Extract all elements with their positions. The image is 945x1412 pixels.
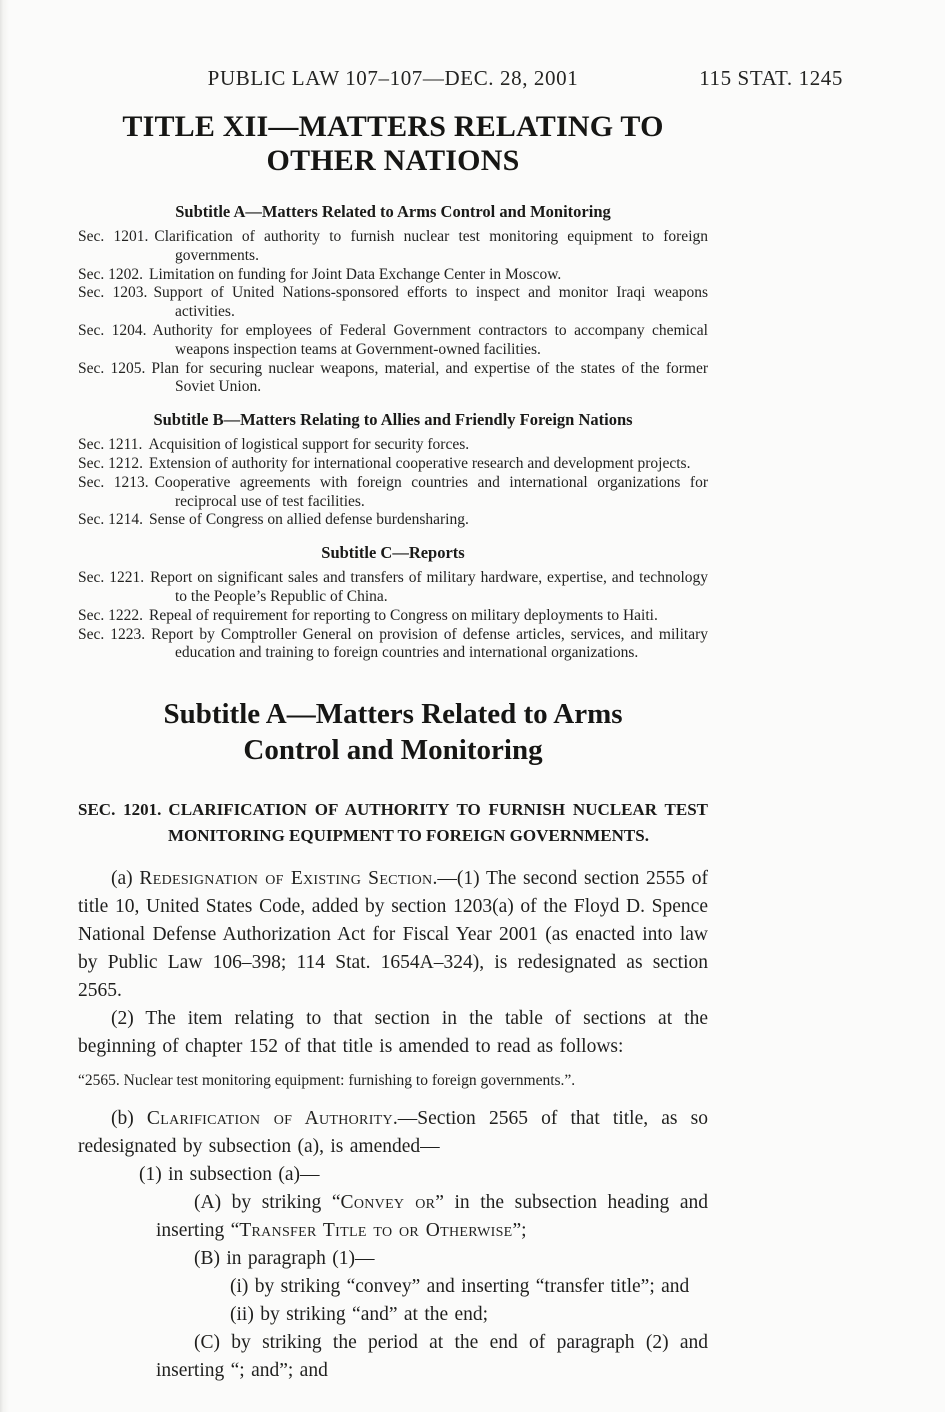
toc-subtitle-a-heading: Subtitle A—Matters Related to Arms Control and Monitoring [175, 202, 611, 221]
table-of-contents [78, 202, 708, 663]
toc-entry-1222 [78, 607, 708, 626]
toc-entry-label: Sec. 1204. [78, 321, 147, 339]
toc-entry-label: Sec. 1212. [78, 454, 144, 472]
toc-entry-label: Sec. 1221. [78, 569, 145, 587]
toc-entry-1201 [78, 228, 708, 266]
toc-entry-label: Sec. 1203. [78, 284, 148, 302]
toc-entry-1204 [78, 322, 708, 360]
subtitle-a-heading [78, 696, 708, 768]
toc-entry-text: Acquisition of logistical support for security forces. [148, 436, 470, 454]
toc-entry-text: Authority for employees of Federal Government contractors to accompany chemical weapons inspection teams at Government-owned facilities. [152, 321, 708, 358]
toc-entry-text: Limitation on funding for Joint Data Exchange Center in Moscow. [149, 265, 562, 283]
text-column [78, 110, 708, 1385]
toc-subtitle-b-heading: Subtitle B—Matters Relating to Allies and Friendly Foreign Nations [153, 410, 633, 430]
toc-entry-text: Cooperative agreements with foreign countries and international organizations for reciprocal use of test facilities. [154, 473, 708, 510]
toc-entry-text: Report by Comptroller General on provision of defense articles, services, and military education and training to foreign countries and international organizations. [151, 625, 708, 662]
subtitle-a-heading-line-1: Subtitle A—Matters Related to Arms [163, 698, 623, 731]
paragraph-b-clarification: (b) Clarification of Authority.—Section 2565 of that title, as so redesignated by subsection (a), is amended— [78, 1108, 708, 1158]
toc-entry-label: Sec. 1205. [78, 359, 146, 377]
amendment-item-i: (i) by striking “convey” and inserting “transfer title”; and [230, 1276, 690, 1298]
toc-entry-text: Extension of authority for international cooperative research and development projects. [149, 454, 691, 472]
amendment-item-ii: (ii) by striking “and” at the end; [230, 1304, 489, 1326]
toc-entry-label: Sec. 1213. [78, 473, 149, 491]
toc-entry-label: Sec. 1202. [78, 265, 144, 283]
toc-entry-text: Clarification of authority to furnish nuclear test monitoring equipment to foreign governments. [154, 228, 708, 264]
toc-entry-1213 [78, 474, 708, 512]
toc-subtitle-c-heading: Subtitle C—Reports [321, 543, 465, 563]
toc-entry-text: Sense of Congress on allied defense burdensharing. [149, 511, 469, 529]
amendment-item-B: (B) in paragraph (1)— [194, 1248, 375, 1270]
toc-entry-label: Sec. 1223. [78, 625, 146, 643]
toc-entry-text: Support of United Nations-sponsored efforts to inspect and monitor Iraqi weapons activities. [153, 284, 708, 321]
toc-entry-1211 [78, 436, 708, 455]
amendment-item-1: (1) in subsection (a)— [139, 1164, 320, 1186]
toc-entry-label: Sec. 1211. [78, 436, 143, 454]
stat-page-number: 115 STAT. 1245 [699, 66, 843, 90]
toc-entry-label: Sec. 1222. [78, 606, 144, 624]
paragraph-a2-table-of-sections: (2) The item relating to that section in the table of sections at the beginning of chapter 152 of that title is amended to read as follows: [78, 1008, 708, 1058]
toc-entry-text: Plan for securing nuclear weapons, material, and expertise of the states of the former Soviet Union. [151, 359, 708, 396]
toc-entry-1205 [78, 360, 708, 398]
toc-entry-label: Sec. 1214. [78, 511, 144, 529]
toc-entry-text: Report on significant sales and transfers of military hardware, expertise, and technology to the People’s Republic of China. [150, 569, 708, 605]
subtitle-a-heading-line-2: Control and Monitoring [243, 734, 543, 767]
toc-entry-label: Sec. 1201. [78, 228, 149, 245]
amendment-item-A: (A) by striking “Convey or” in the subsection heading and inserting “Transfer Title to or Otherwise”; [156, 1192, 709, 1242]
title-heading [78, 110, 708, 178]
toc-entry-1223 [78, 626, 708, 664]
paragraph-a-redesignation: (a) Redesignation of Existing Section.—(1) The second section 2555 of title 10, United States Code, added by section 1203(a) of the Floyd D. Spence National Defense Authorization Act for Fiscal Year 2001 (as enacted into law by Public Law 106–398; 114 Stat. 1654A–324), is redesignated as section 2565. [78, 868, 708, 1002]
sec-1201-heading [78, 797, 708, 849]
toc-entry-1202 [78, 266, 708, 285]
toc-entry-1221 [78, 569, 708, 607]
title-line-1: TITLE XII—MATTERS RELATING TO [122, 110, 664, 143]
running-head: PUBLIC LAW 107–107—DEC. 28, 2001 [207, 66, 579, 90]
toc-entry-1203 [78, 284, 708, 322]
title-line-2: OTHER NATIONS [266, 144, 520, 177]
toc-entry-1214 [78, 511, 708, 530]
sec-1201-label: SEC. 1201. [78, 800, 162, 820]
toc-entry-1212 [78, 455, 708, 474]
toc-entry-text: Repeal of requirement for reporting to Congress on military deployments to Haiti. [149, 606, 658, 624]
amendment-item-C: (C) by striking the period at the end of paragraph (2) and inserting “; and”; and [156, 1332, 708, 1382]
table-amendment-quote: “2565. Nuclear test monitoring equipment: furnishing to foreign governments.”. [78, 1072, 576, 1090]
sec-1201-heading-text: CLARIFICATION OF AUTHORITY TO FURNISH NUCLEAR TEST MONITORING EQUIPMENT TO FOREIGN GOVERNMENTS. [168, 800, 708, 846]
